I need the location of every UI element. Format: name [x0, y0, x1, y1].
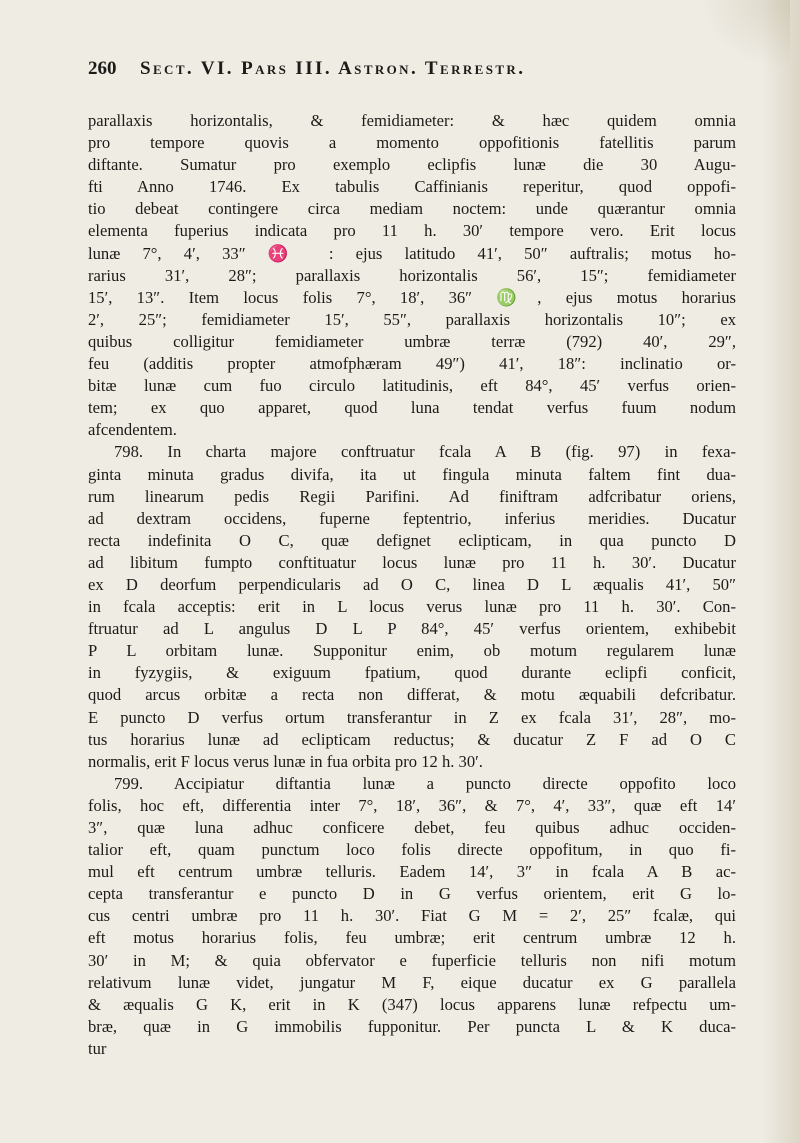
text-line: talior eft, quam punctum loco folis directe oppofitum, in quo fi-	[88, 840, 736, 860]
text-line: tus horarius lunæ ad eclipticam reductus; & ducatur Z F ad O C	[88, 729, 736, 749]
text-line: lunæ 7°, 4′, 33″ ♓ : ejus latitudo 41′, 50″ auftralis; motus ho-	[88, 243, 736, 263]
text-line: elementa fuperius indicata pro 11 h. 30′ tempore vero. Erit locus	[88, 221, 736, 241]
text-line: ex D deorfum perpendicularis ad O C, linea D L æqualis 41′, 50″	[88, 574, 736, 594]
text-line: ftruatur ad L angulus D L P 84°, 45′ verfus orientem, exhibebit	[88, 619, 736, 639]
page-number: 260	[88, 58, 117, 79]
text-line: bitæ lunæ cum fuo circulo latitudinis, eft 84°, 45′ verfus orien-	[88, 376, 736, 396]
text-line: tem; ex quo apparet, quod luna tendat verfus fuum nodum	[88, 398, 736, 418]
text-line: afcendentem.	[88, 420, 177, 440]
section-798-start: 798. In charta majore conftruatur fcala A B (fig. 97) in fexa-	[114, 442, 736, 462]
text-line: ad dextram occidens, fuperne feptentrio, inferius meridies. Ducatur	[88, 508, 736, 528]
text-line: feu (additis propter atmofphæram 49″) 41′, 18″: inclinatio or-	[88, 354, 736, 374]
text-line: 3″, quæ luna adhuc conficere debet, feu quibus adhuc occiden-	[88, 818, 736, 837]
catchword: tur	[88, 1038, 107, 1058]
text-line: ad libitum fumpto conftituatur locus lunæ pro 11 h. 30′. Ducatur	[88, 552, 736, 572]
text-line: diftante. Sumatur pro exemplo eclipfis lunæ die 30 Augu-	[88, 155, 736, 175]
text-line: 2′, 25″; femidiameter 15′, 55″, parallaxis horizontalis 10″; ex	[88, 309, 736, 329]
running-head: Sect. VI. Pars III. Astron. Terrestr.	[140, 58, 526, 79]
text-line: quibus colligitur femidiameter umbræ terræ (792) 40′, 29″,	[88, 331, 736, 351]
text-line: tio debeat contingere circa mediam noctem: unde quærantur omnia	[88, 199, 736, 219]
text-line: in fcala acceptis: erit in L locus verus lunæ pro 11 h. 30′. Con-	[88, 597, 736, 617]
text-line: cus centri umbræ pro 11 h. 30′. Fiat G M = 2′, 25″ fcalæ, qui	[88, 906, 736, 926]
text-line: rum linearum pedis Regii Parifini. Ad finiftram adfcribatur oriens,	[88, 486, 736, 506]
text-line: 30′ in M; & quia obfervator e fuperficie telluris non nifi motum	[88, 950, 736, 970]
text-line: pro tempore quovis a momento oppofitionis fatellitis parum	[88, 133, 736, 153]
section-799-start: 799. Accipiatur diftantia lunæ a puncto directe oppofito loco	[114, 773, 736, 793]
page-header	[88, 58, 736, 88]
text-line: relativum lunæ videt, jungatur M F, eique ducatur ex G parallela	[88, 972, 736, 992]
text-line: fti Anno 1746. Ex tabulis Caffinianis reperitur, quod oppofi-	[88, 177, 736, 197]
text-line: E puncto D verfus ortum transferantur in Z ex fcala 31′, 28″, mo-	[88, 707, 736, 727]
body-text	[88, 110, 736, 1060]
text-line: rarius 31′, 28″; parallaxis horizontalis 56′, 15″; femidiameter	[88, 265, 736, 285]
text-line: P L orbitam lunæ. Supponitur enim, ob motum regularem lunæ	[88, 641, 736, 661]
text-line: & æqualis G K, erit in K (347) locus apparens lunæ refpectu um-	[88, 994, 736, 1014]
text-line: folis, hoc eft, differentia inter 7°, 18′, 36″, & 7°, 4′, 33″, quæ eft 14′	[88, 795, 736, 815]
text-line: 15′, 13″. Item locus folis 7°, 18′, 36″ ♍, ejus motus horarius	[88, 287, 736, 307]
text-line: parallaxis horizontalis, & femidiameter: & hæc quidem omnia	[88, 111, 736, 130]
text-line: in fyzygiis, & exiguum fpatium, quod durante eclipfi conficit,	[88, 663, 736, 683]
text-line: normalis, erit F locus verus lunæ in fua orbita pro 12 h. 30′.	[88, 751, 483, 771]
text-line: eft motus horarius folis, feu umbræ; erit centrum umbræ 12 h.	[88, 928, 736, 948]
text-line: bræ, quæ in G immobilis fupponitur. Per puncta L & K duca-	[88, 1016, 736, 1036]
text-line: ginta minuta gradus divifa, ita ut fingula minuta faltem fint dua-	[88, 464, 736, 484]
text-line: mul eft centrum umbræ telluris. Eadem 14′, 3″ in fcala A B ac-	[88, 862, 736, 882]
text-line: quod arcus orbitæ a recta non differat, & motu æquabili defcribatur.	[88, 685, 736, 705]
text-line: cepta transferantur e puncto D in G verfus orientem, erit G lo-	[88, 884, 736, 904]
text-line: recta indefinita O C, quæ defignet eclipticam, in qua puncto D	[88, 530, 736, 550]
